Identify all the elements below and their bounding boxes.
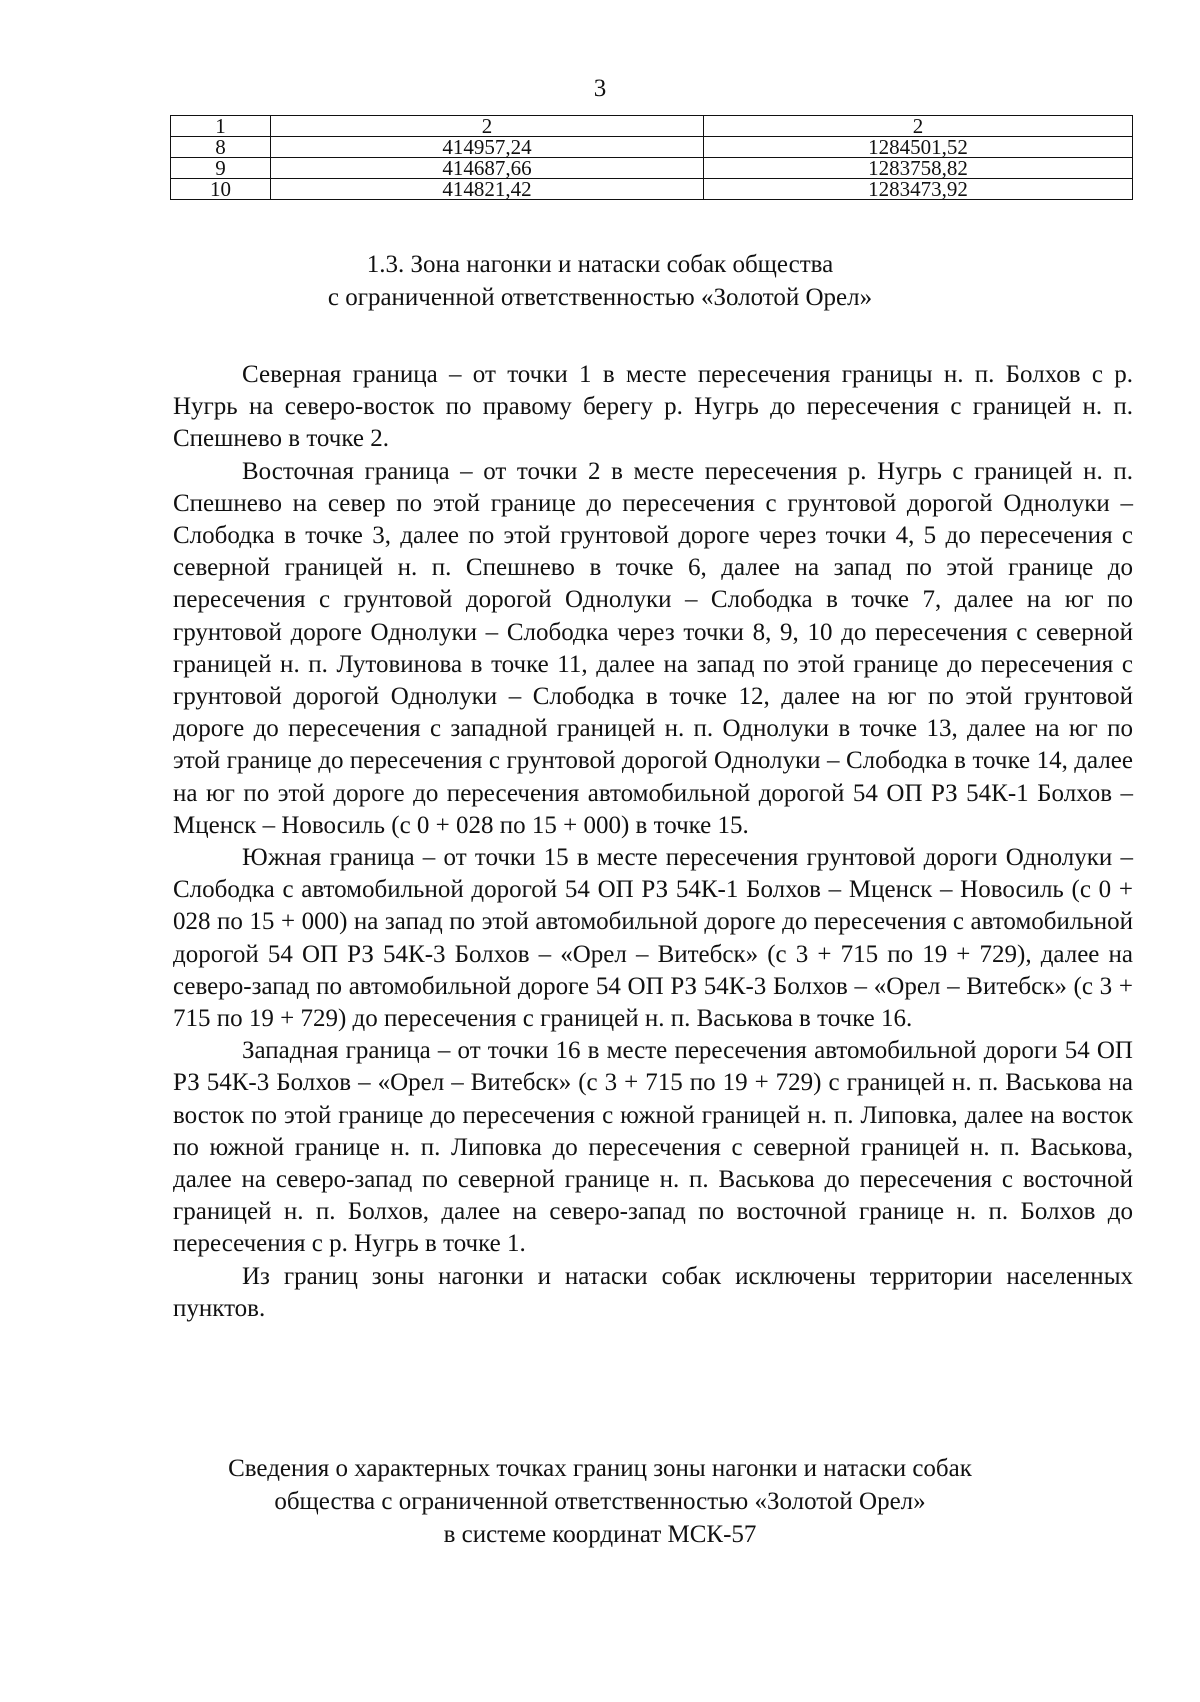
table-header-cell: 2: [704, 116, 1133, 137]
east-boundary-paragraph: Восточная граница – от точки 2 в месте пересечения р. Нугрь с границей н. п. Спешнево на север по этой границе до пересечения с грунтовой дорогой Однолуки – Слободка в точке 3, далее по этой грунтовой дороге через точки 4, 5 до пересечения с северной границей н. п. Спешнево в точке 6, далее на запад по этой границе до пересечения с грунтовой дорогой Однолуки – Слободка в точке 7, далее на юг по грунтовой дороге Однолуки – Слободка через точки 8, 9, 10 до пересечения с северной границей н. п. Лутовинова в точке 11, далее на запад по этой границе до пересечения с грунтовой дорогой Однолуки – Слободка в точке 12, далее на юг по этой грунтовой дороге до пересечения с западной границей н. п. Однолуки в точке 13, далее на юг по этой границе до пересечения с грунтовой дорогой Однолуки – Слободка в точке 14, далее на юг по этой дороге до пересечения автомобильной дорогой 54 ОП РЗ 54К-1 Болхов – Мценск – Новосиль (с 0 + 028 по 15 + 000) в точке 15.: [173, 457, 1133, 839]
section-heading-line: с ограниченной ответственностью «Золотой Орел»: [327, 284, 873, 311]
exclusion-paragraph: Из границ зоны нагонки и натаски собак исключены территории населенных пунктов.: [173, 1262, 1133, 1322]
document-body: [173, 359, 1133, 1325]
summary-heading-line: в системе координат МСК-57: [443, 1521, 757, 1548]
table-cell: 414957,24: [271, 137, 704, 158]
table-row: [171, 158, 1133, 179]
page-number: 3: [593, 75, 607, 102]
table-row: [171, 137, 1133, 158]
table-cell: 8: [171, 137, 271, 158]
summary-heading-line: общества с ограниченной ответственностью «Золотой Орел»: [274, 1488, 926, 1515]
table-cell: 414821,42: [271, 179, 704, 200]
table-cell: 10: [171, 179, 271, 200]
summary-heading-line: Сведения о характерных точках границ зоны нагонки и натаски собак: [228, 1455, 972, 1482]
table-cell: 1284501,52: [704, 137, 1133, 158]
section-heading: [0, 248, 1200, 314]
table-cell: 414687,66: [271, 158, 704, 179]
table-header-cell: 1: [171, 116, 271, 137]
table-header-cell: 2: [271, 116, 704, 137]
table-header-row: [171, 116, 1133, 137]
north-boundary-paragraph: Северная граница – от точки 1 в месте пересечения границы н. п. Болхов с р. Нугрь на северо-восток по правому берегу р. Нугрь до пересечения с границей н. п. Спешнево в точке 2.: [173, 361, 1133, 453]
table-cell: 1283473,92: [704, 179, 1133, 200]
section-heading-line: 1.3. Зона нагонки и натаски собак общества: [366, 251, 834, 278]
table-cell: 9: [171, 158, 271, 179]
table-cell: 1283758,82: [704, 158, 1133, 179]
south-boundary-paragraph: Южная граница – от точки 15 в месте пересечения грунтовой дороги Однолуки – Слободка с автомобильной дорогой 54 ОП РЗ 54К-1 Болхов – Мценск – Новосиль (с 0 + 028 по 15 + 000) на запад по этой автомобильной дороге до пересечения с автомобильной дорогой 54 ОП РЗ 54К-3 Болхов – «Орел – Витебск» (с 3 + 715 по 19 + 729), далее на северо-запад по автомобильной дороге 54 ОП РЗ 54К-3 Болхов – «Орел – Витебск» (с 3 + 715 по 19 + 729) до пересечения с границей н. п. Васькова в точке 16.: [173, 844, 1133, 1033]
west-boundary-paragraph: Западная граница – от точки 16 в месте пересечения автомобильной дороги 54 ОП РЗ 54К-3 Болхов – «Орел – Витебск» (с 3 + 715 по 19 + 729) с границей н. п. Васькова на восток по этой границе до пересечения с южной границей н. п. Липовка, далее на восток по южной границе н. п. Липовка до пересечения с северной границей н. п. Васькова, далее на северо-запад по северной границе н. п. Васькова до пересечения с восточной границей н. п. Болхов, далее на северо-запад по восточной границе н. п. Болхов до пересечения с р. Нугрь в точке 1.: [173, 1037, 1133, 1258]
table-row: [171, 179, 1133, 200]
coordinates-table: [170, 115, 1133, 200]
summary-heading: [0, 1452, 1200, 1551]
